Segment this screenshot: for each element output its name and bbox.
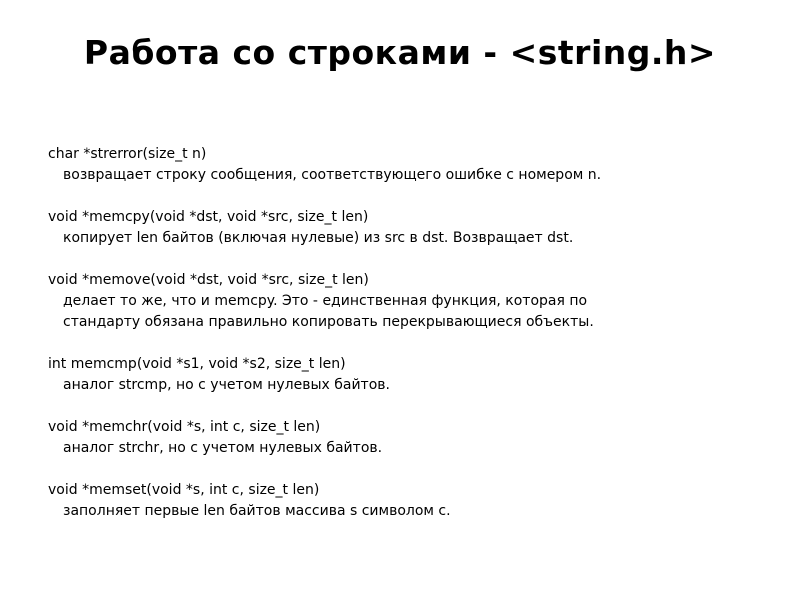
function-description: делает то же, что и memcpy. Это - единственная функция, которая по [63, 293, 588, 309]
function-description: стандарту обязана правильно копировать перекрывающиеся объекты. [63, 314, 594, 330]
function-signature: void *memchr(void *s, int c, size_t len) [48, 419, 321, 435]
function-signature: void *memset(void *s, int c, size_t len) [48, 482, 320, 498]
function-entry-memcpy [48, 207, 768, 249]
function-description: аналог strchr, но с учетом нулевых байтов. [63, 440, 383, 456]
function-signature: void *memcpy(void *dst, void *src, size_t len) [48, 209, 369, 225]
function-entry-strerror [48, 144, 768, 186]
slide-title: Работа со строками - <string.h> [83, 33, 717, 72]
function-entry-memcmp [48, 354, 768, 396]
function-signature: int memcmp(void *s1, void *s2, size_t len) [48, 356, 346, 372]
function-entry-memchr [48, 417, 768, 459]
function-entry-memset [48, 480, 768, 522]
function-description: заполняет первые len байтов массива s символом c. [63, 503, 451, 519]
function-signature: void *memove(void *dst, void *src, size_t len) [48, 272, 369, 288]
function-description: возвращает строку сообщения, соответствующего ошибке с номером n. [63, 167, 602, 183]
function-description: аналог strcmp, но с учетом нулевых байтов. [63, 377, 390, 393]
slide-content [48, 144, 768, 543]
function-description: копирует len байтов (включая нулевые) из src в dst. Возвращает dst. [63, 230, 574, 246]
function-entry-memove [48, 270, 768, 333]
function-signature: char *strerror(size_t n) [48, 146, 207, 162]
